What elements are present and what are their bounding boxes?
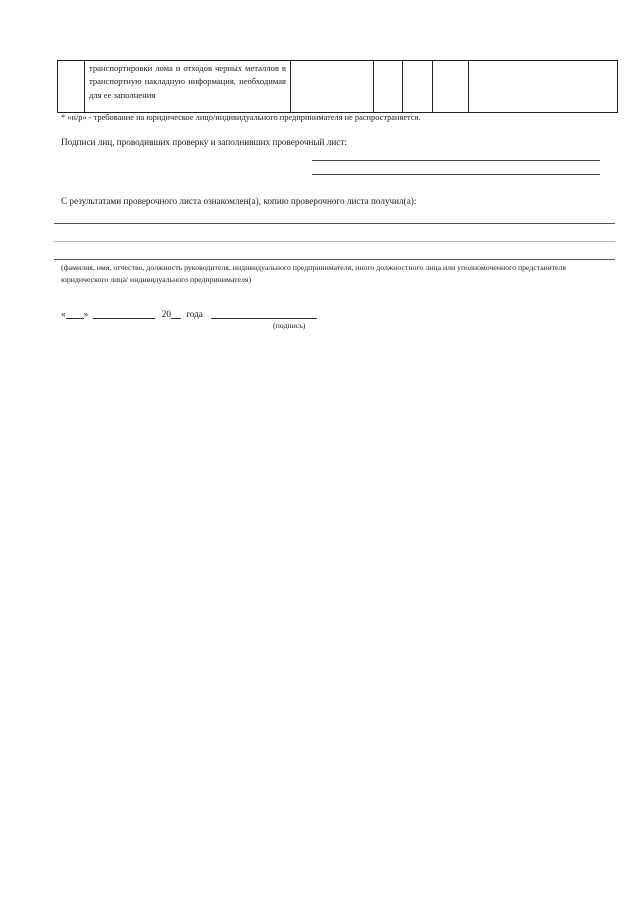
table-row: [58, 61, 618, 113]
signature-line: [312, 174, 600, 175]
month-blank: [93, 308, 155, 319]
table-cell-not-applicable: [433, 61, 469, 113]
signature-line: [312, 160, 600, 161]
acknowledgement-line: [54, 223, 615, 224]
signature-caption: (подпись): [273, 321, 306, 330]
signature-blank: [211, 308, 317, 319]
day-blank: [66, 308, 84, 319]
year-prefix: 20: [161, 309, 171, 319]
acknowledgement-line: [54, 241, 615, 242]
signers-label: Подписи лиц, проводивших проверку и заполнивших проверочный лист:: [61, 137, 347, 147]
acknowledgement-line: [54, 259, 615, 260]
table-cell-no: [403, 61, 433, 113]
close-quote: »: [83, 309, 89, 319]
open-quote: «: [61, 309, 66, 319]
table-cell-legal-basis: [291, 61, 374, 113]
year-word: года: [186, 309, 203, 319]
table-cell-yes: [374, 61, 403, 113]
table-cell-notes: [469, 61, 618, 113]
acknowledgement-label: С результатами проверочного листа ознакомлен(а), копию проверочного листа получил(а):: [61, 196, 417, 206]
year-blank: [171, 308, 181, 319]
date-line: [61, 308, 317, 319]
table-cell-number: [58, 61, 85, 113]
footnote: * «н/р» - требование на юридическое лицо/индивидуального предпринимателя не распространяется.: [61, 113, 421, 122]
checklist-table-fragment: [57, 60, 618, 113]
signer-caption: (фамилия, имя, отчество, должность руководителя, индивидуального предпринимателя, иного должностного лица или уполномоченного представителя юридического лица/ индивидуального предпринимателя): [61, 263, 566, 284]
table-cell-requirement: [85, 61, 291, 113]
requirement-text: транспортировки лома и отходов черных металлов в транспортную накладную информация, необходимая для ее заполнения: [89, 63, 286, 100]
